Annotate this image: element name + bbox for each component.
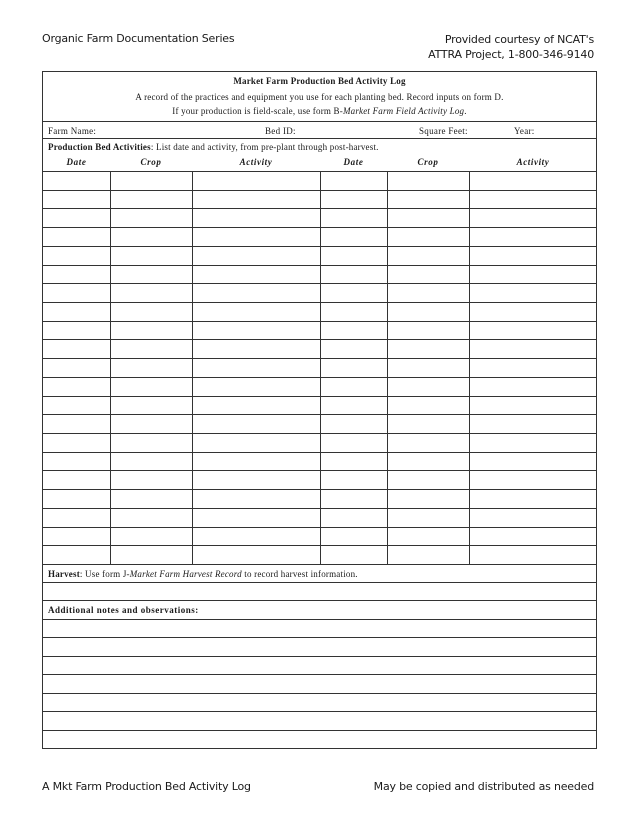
notes-line bbox=[43, 674, 596, 675]
notes-line bbox=[43, 730, 596, 731]
bed-id-label: Bed ID: bbox=[265, 126, 296, 136]
credit-line-2: ATTRA Project, 1-800-346-9140 bbox=[428, 48, 594, 61]
table-column-line bbox=[192, 171, 193, 564]
credit-text bbox=[428, 32, 594, 62]
harvest-suffix: to record harvest information. bbox=[241, 569, 358, 579]
notes-line bbox=[43, 656, 596, 657]
desc-form-name: Market Farm Field Activity Log bbox=[342, 106, 465, 116]
activities-instructions bbox=[48, 142, 379, 152]
table-column-line bbox=[469, 171, 470, 564]
divider bbox=[43, 121, 596, 122]
form-description-line-2 bbox=[43, 106, 596, 116]
credit-line-1: Provided courtesy of NCAT's bbox=[444, 33, 594, 46]
farm-name-label: Farm Name: bbox=[48, 126, 97, 136]
column-header-date: Date bbox=[66, 157, 87, 167]
square-feet-label: Square Feet: bbox=[419, 126, 468, 136]
desc-prefix: If your production is field-scale, use form B- bbox=[172, 106, 343, 116]
table-column-line bbox=[387, 171, 388, 564]
harvest-label: Harvest bbox=[48, 569, 80, 579]
desc-suffix: . bbox=[464, 106, 467, 116]
notes-label: Additional notes and observations: bbox=[48, 605, 199, 615]
activities-text: : List date and activity, from pre-plant through post-harvest. bbox=[150, 142, 379, 152]
divider bbox=[43, 600, 596, 601]
harvest-instructions bbox=[48, 569, 358, 579]
activity-log-form bbox=[42, 71, 597, 749]
notes-line bbox=[43, 711, 596, 712]
column-header-activity: Activity bbox=[239, 157, 273, 167]
table-column-line bbox=[320, 171, 321, 564]
column-header-crop: Crop bbox=[140, 157, 162, 167]
activities-label: Production Bed Activities bbox=[48, 142, 151, 152]
column-header-activity-2: Activity bbox=[516, 157, 550, 167]
notes-line bbox=[43, 619, 596, 620]
column-header-crop-2: Crop bbox=[417, 157, 439, 167]
divider bbox=[43, 582, 596, 583]
footer-form-name: A Mkt Farm Production Bed Activity Log bbox=[42, 780, 251, 793]
series-title: Organic Farm Documentation Series bbox=[42, 32, 235, 45]
year-label: Year: bbox=[514, 126, 535, 136]
table-bottom-line bbox=[43, 564, 596, 565]
column-header-date-2: Date bbox=[343, 157, 364, 167]
table-column-line bbox=[110, 171, 111, 564]
harvest-prefix: : Use form J- bbox=[79, 569, 130, 579]
harvest-form-name: Market Farm Harvest Record bbox=[129, 569, 242, 579]
form-description-line-1: A record of the practices and equipment you use for each planting bed. Record inputs on form D. bbox=[135, 92, 504, 102]
divider bbox=[43, 138, 596, 139]
notes-line bbox=[43, 637, 596, 638]
form-title: Market Farm Production Bed Activity Log bbox=[233, 76, 406, 86]
notes-line bbox=[43, 693, 596, 694]
footer-copy-notice: May be copied and distributed as needed bbox=[373, 780, 594, 793]
